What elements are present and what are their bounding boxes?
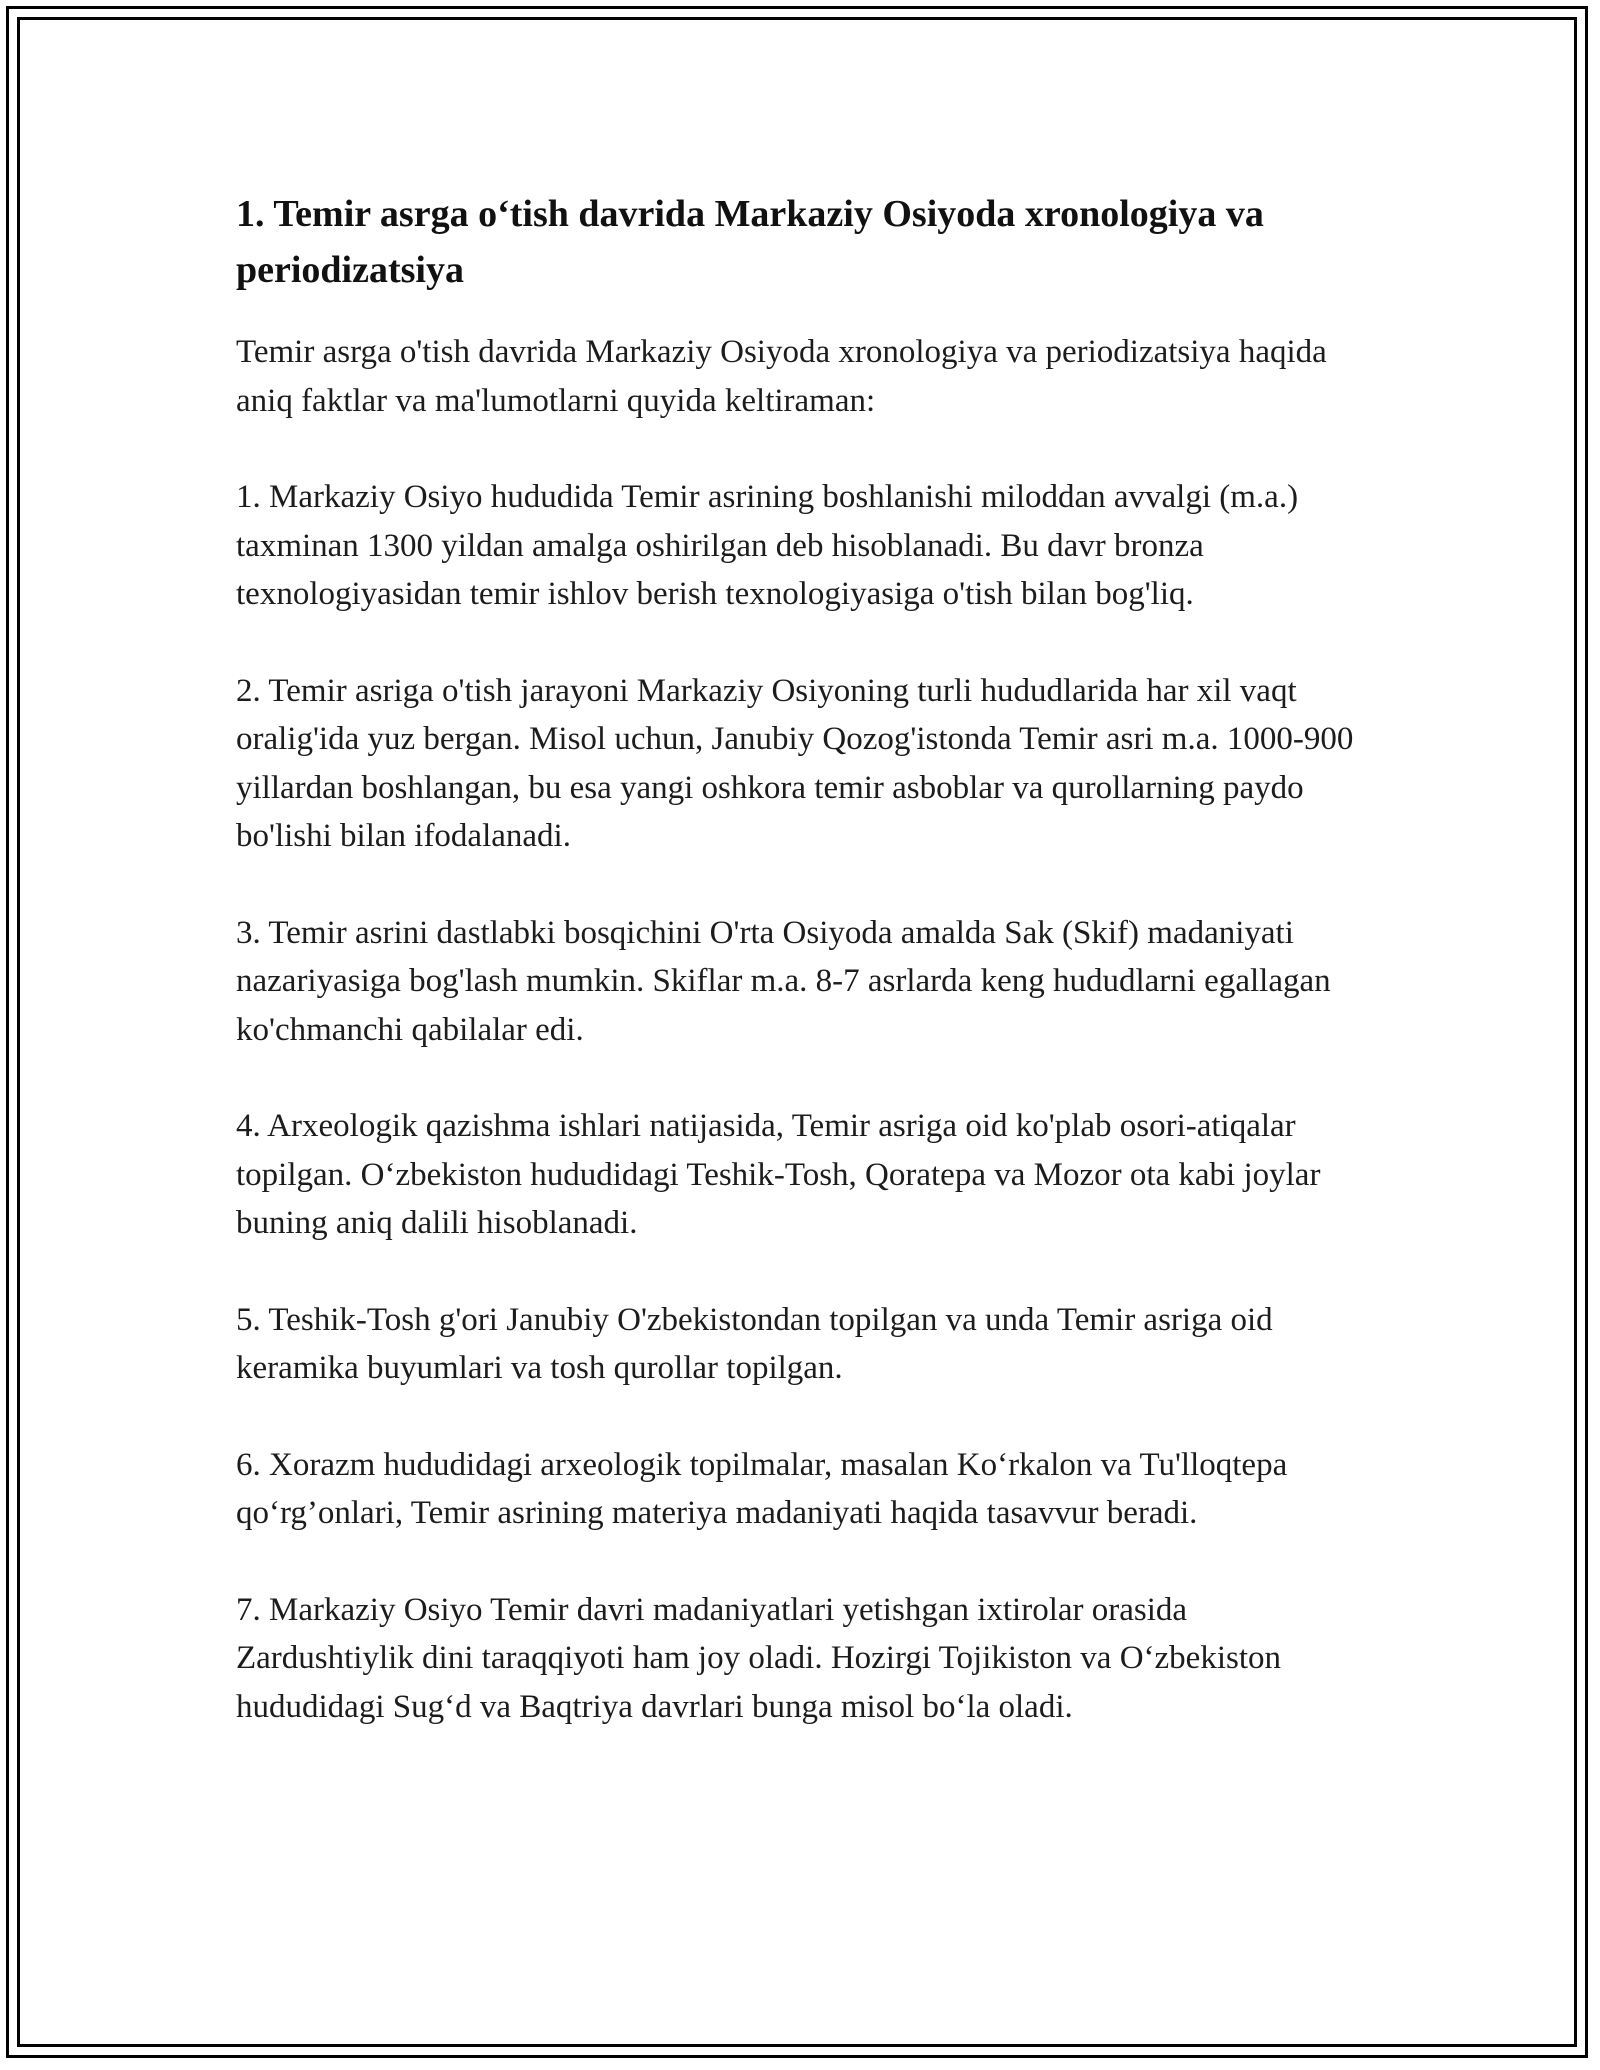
- list-item: 3. Temir asrini dastlabki bosqichini O'rta Osiyoda amalda Sak (Skif) madaniyati nazariyasiga bog'lash mumkin. Skiflar m.a. 8-7 asrlarda keng hududlarni egallagan ko'chmanchi qabilalar edi.: [236, 914, 1331, 1048]
- document-body: [236, 186, 1372, 1779]
- list-item: 1. Markaziy Osiyo hududida Temir asrining boshlanishi miloddan avvalgi (m.a.) taxminan 1300 yildan amalga oshirilgan deb hisoblanadi. Bu davr bronza texnologiyasidan temir ishlov berish texnologiyasiga o'tish bilan bog'liq.: [236, 479, 1299, 612]
- list-item: 5. Teshik-Tosh g'ori Janubiy O'zbekistondan topilgan va unda Temir asriga oid keramika buyumlari va tosh qurollar topilgan.: [236, 1301, 1273, 1386]
- list-item: 2. Temir asriga o'tish jarayoni Markaziy Osiyoning turli hududlarida har xil vaqt oralig'ida yuz bergan. Misol uchun, Janubiy Qozog'istonda Temir asri m.a. 1000-900 yillardan boshlangan, bu esa yangi oshkora temir asboblar va qurollarning paydo bo'lishi bilan ifodalanadi.: [236, 672, 1354, 854]
- list-item: 4. Arxeologik qazishma ishlari natijasida, Temir asriga oid ko'plab osori-atiqalar topilgan. O‘zbekiston hududidagi Teshik-Tosh, Qoratepa va Mozor ota kabi joylar buning aniq dalili hisoblanadi.: [236, 1108, 1321, 1241]
- list-item: 7. Markaziy Osiyo Temir davri madaniyatlari yetishgan ixtirolar orasida Zardushtiylik dini taraqqiyoti ham joy oladi. Hozirgi Tojikiston va O‘zbekiston hududidagi Sug‘d va Baqtriya davrlari bunga misol bo‘la oladi.: [236, 1591, 1281, 1725]
- intro-paragraph: Temir asrga o'tish davrida Markaziy Osiyoda xronologiya va periodizatsiya haqida aniq faktlar va ma'lumotlarni quyida keltiraman:: [236, 334, 1327, 419]
- list-item: 6. Xorazm hududidagi arxeologik topilmalar, masalan Ko‘rkalon va Tu'lloqtepa qo‘rg’onlari, Temir asrining materiya madaniyati haqida tasavvur beradi.: [236, 1446, 1288, 1531]
- document-title: 1. Temir asrga o‘tish davrida Markaziy Osiyoda xronologiya va periodizatsiya: [236, 193, 1264, 291]
